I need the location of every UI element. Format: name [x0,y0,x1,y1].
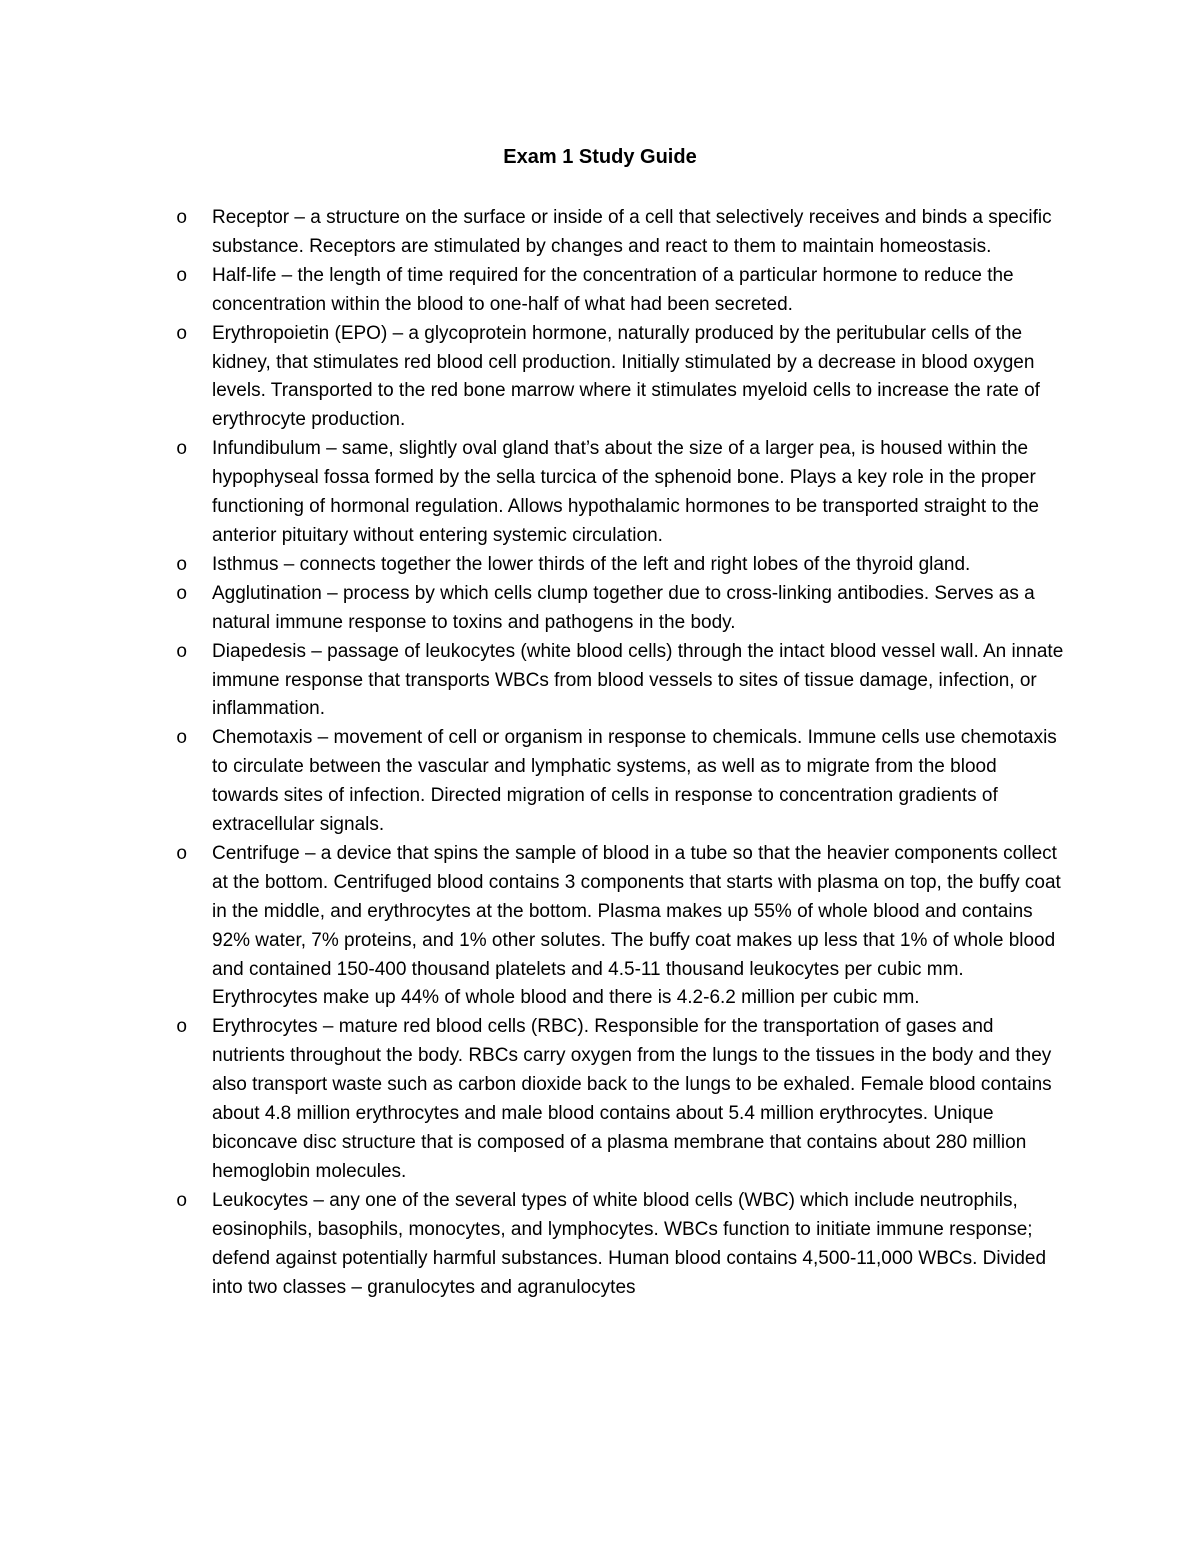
bullet-icon: o [176,842,188,865]
list-item [176,262,1066,320]
list-item [176,204,1066,262]
list-item [176,551,1066,580]
bullet-icon: o [176,322,188,345]
list-item [176,724,1066,840]
list-item-text: Agglutination – process by which cells clump together due to cross-linking antibodies. Serves as a natural immune response to toxins and pathogens in the body. [212,582,1035,633]
bullet-icon: o [176,727,188,750]
list-item [176,580,1066,638]
list-item-text: Chemotaxis – movement of cell or organism in response to chemicals. Immune cells use chemotaxis to circulate between the vascular and lymphatic systems, as well as to migrate from the blood towards sites of infection. Directed migration of cells in response to concentration gradients of extracellular signals. [212,727,1057,836]
bullet-icon: o [176,438,188,461]
list-item-text: Isthmus – connects together the lower thirds of the left and right lobes of the thyroid gland. [212,553,971,575]
list-item [176,320,1066,436]
list-item [176,435,1066,551]
bullet-icon: o [176,553,188,576]
list-item-text: Diapedesis – passage of leukocytes (white blood cells) through the intact blood vessel wall. An innate immune response that transports WBCs from blood vessels to sites of tissue damage, infection, or inflammation. [212,640,1064,720]
bullet-icon: o [176,582,188,605]
list-item [176,638,1066,725]
list-item-text: Half-life – the length of time required for the concentration of a particular hormone to reduce the concentration within the blood to one-half of what had been secreted. [212,264,1014,315]
list-item-text: Leukocytes – any one of the several types of white blood cells (WBC) which include neutrophils, eosinophils, basophils, monocytes, and lymphocytes. WBCs function to initiate immune response; defend against potentially harmful substances. Human blood contains 4,500-11,000 WBCs. Divided into two classes – granulocytes and agranulocytes [212,1189,1047,1298]
list-item-text: Erythropoietin (EPO) – a glycoprotein hormone, naturally produced by the peritubular cells of the kidney, that stimulates red blood cell production. Initially stimulated by a decrease in blood oxygen levels. Transported to the red bone marrow where it stimulates myeloid cells to increase the rate of erythrocyte production. [212,322,1040,431]
bullet-icon: o [176,1189,188,1212]
list-item [176,1187,1066,1303]
list-item-text: Erythrocytes – mature red blood cells (RBC). Responsible for the transportation of gases and nutrients throughout the body. RBCs carry oxygen from the lungs to the tissues in the body and they also transport waste such as carbon dioxide back to the lungs to be exhaled. Female blood contains about 4.8 million erythrocytes and male blood contains about 5.4 million erythrocytes. Unique biconcave disc structure that is composed of a plasma membrane that contains about 280 million hemoglobin molecules. [212,1016,1052,1182]
list-item [176,1013,1066,1186]
list-item-text: Centrifuge – a device that spins the sample of blood in a tube so that the heavier components collect at the bottom. Centrifuged blood contains 3 components that starts with plasma on top, the buffy coat in the middle, and erythrocytes at the bottom. Plasma makes up 55% of whole blood and contains 92% water, 7% proteins, and 1% other solutes. The buffy coat makes up less that 1% of whole blood and contained 150-400 thousand platelets and 4.5-11 thousand leukocytes per cubic mm. Erythrocytes make up 44% of whole blood and there is 4.2-6.2 million per cubic mm. [212,842,1061,1009]
bullet-icon: o [176,264,188,287]
list-item [176,840,1066,1013]
page-title: Exam 1 Study Guide [503,146,697,168]
list-item-text: Receptor – a structure on the surface or inside of a cell that selectively receives and binds a specific substance. Receptors are stimulated by changes and react to them to maintain homeostasis. [212,207,1052,257]
study-guide-list [176,204,1066,1302]
bullet-icon: o [176,1016,188,1039]
list-item-text: Infundibulum – same, slightly oval gland that’s about the size of a larger pea, is housed within the hypophyseal fossa formed by the sella turcica of the sphenoid bone. Plays a key role in the proper functioning of hormonal regulation. Allows hypothalamic hormones to be transported straight to the anterior pituitary without entering systemic circulation. [212,438,1039,546]
bullet-icon: o [176,207,188,229]
bullet-icon: o [176,640,188,663]
